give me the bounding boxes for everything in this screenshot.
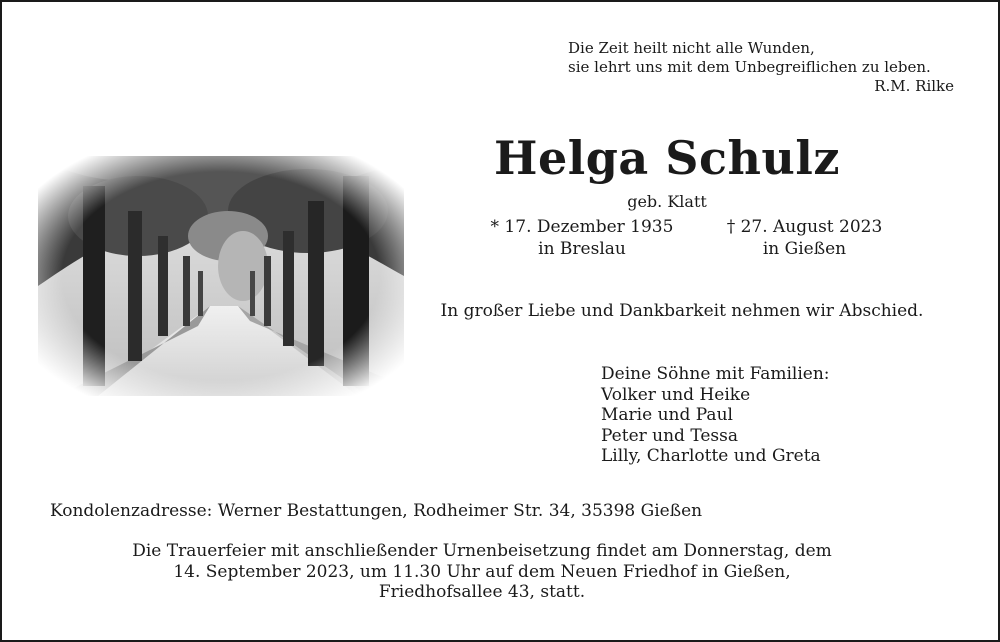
family-member: Volker und Heike [601, 384, 751, 405]
quote-line-2: sie lehrt uns mit dem Unbegreiflichen zu leben. [568, 58, 931, 76]
death-date: † 27. August 2023 [726, 217, 883, 237]
birth-info [472, 216, 692, 260]
quote-line-1: Die Zeit heilt nicht alle Wunden, [568, 39, 815, 57]
family-list [601, 364, 901, 467]
ceremony-line-1: Die Trauerfeier mit anschließender Urnenbeisetzung findet am Donnerstag, dem [132, 541, 832, 561]
ceremony-line-3: Friedhofsallee 43, statt. [378, 582, 586, 602]
quote-author: R.M. Rilke [874, 77, 954, 95]
condolence-address: Kondolenzadresse: Werner Bestattungen, Rodheimer Str. 34, 35398 Gießen [50, 501, 703, 521]
family-heading: Deine Söhne mit Familien: [601, 364, 830, 384]
family-member: Marie und Paul [601, 405, 733, 425]
rilke-quote [568, 39, 958, 96]
tree-avenue-image [38, 156, 404, 396]
ceremony-line-2: 14. September 2023, um 11.30 Uhr auf dem Neuen Friedhof in Gießen, [173, 561, 791, 582]
death-place: in Gießen [762, 239, 847, 259]
birth-name: geb. Klatt [627, 192, 707, 211]
birth-place: in Breslau [538, 239, 626, 259]
farewell-text: In großer Liebe und Dankbarkeit nehmen wir Abschied. [440, 301, 924, 321]
ceremony-info [102, 541, 862, 603]
birth-date: * 17. Dezember 1935 [490, 217, 674, 237]
death-info [697, 216, 912, 260]
family-member: Peter und Tessa [601, 425, 739, 446]
family-member: Lilly, Charlotte und Greta [601, 446, 821, 466]
deceased-name: Helga Schulz [494, 131, 840, 185]
